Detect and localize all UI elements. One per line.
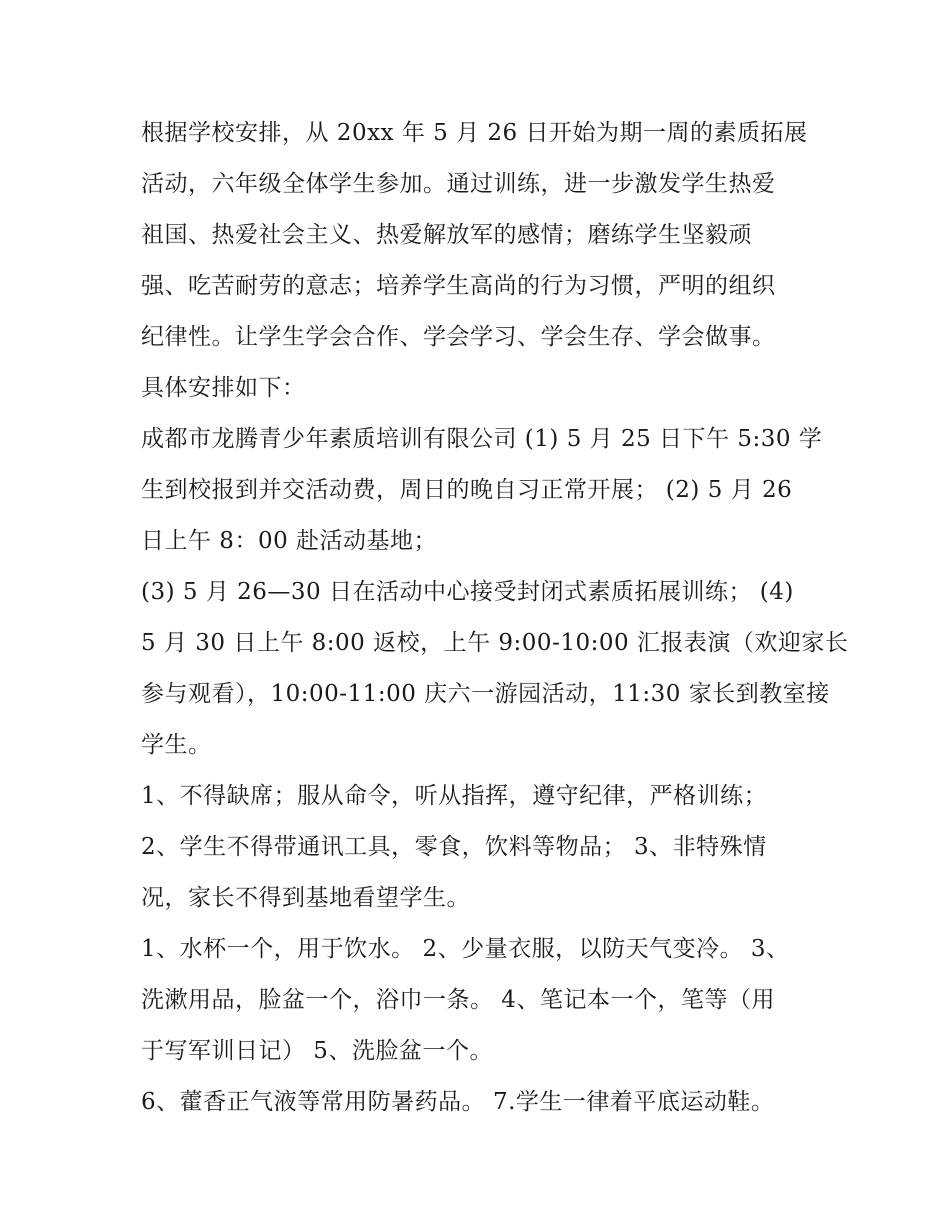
text-line: 强、吃苦耐劳的意志；培养学生高尚的行为习惯，严明的组织 (141, 273, 776, 299)
text-line: 成都市龙腾青少年素质培训有限公司 (1) 5 月 25 日下午 5:30 学 (141, 426, 823, 452)
text-line: 生到校报到并交活动费，周日的晚自习正常开展； (2) 5 月 26 (141, 477, 793, 503)
text-line: 1、不得缺席；服从命令，听从指挥，遵守纪律，严格训练； (141, 783, 768, 809)
text-line: 6、藿香正气液等常用防暑药品。 7.学生一律着平底运动鞋。 (141, 1089, 775, 1115)
text-line: 祖国、热爱社会主义、热爱解放军的感情；磨练学生坚毅顽 (141, 222, 752, 248)
document-body (141, 108, 849, 1128)
text-line: 具体安排如下： (141, 375, 306, 401)
text-line: 活动，六年级全体学生参加。通过训练，进一步激发学生热爱 (141, 171, 776, 197)
text-line: 洗漱用品，脸盆一个，浴巾一条。 4、笔记本一个，笔等（用 (141, 987, 775, 1013)
text-line: 参与观看），10:00-11:00 庆六一游园活动，11:30 家长到教室接 (141, 681, 830, 707)
text-line: 1、水杯一个，用于饮水。 2、少量衣服，以防天气变冷。 3、 (141, 936, 790, 962)
text-line: 5 月 30 日上午 8:00 返校，上午 9:00-10:00 汇报表演（欢迎家长 (141, 630, 849, 656)
text-line: 日上午 8：00 赴活动基地； (141, 528, 438, 554)
text-line: 况，家长不得到基地看望学生。 (141, 885, 470, 911)
text-line: 学生。 (141, 732, 212, 758)
text-line: (3) 5 月 26—30 日在活动中心接受封闭式素质拓展训练； (4) (141, 579, 794, 605)
text-line: 根据学校安排，从 20xx 年 5 月 26 日开始为期一周的素质拓展 (141, 120, 808, 146)
text-line: 纪律性。让学生学会合作、学会学习、学会生存、学会做事。 (141, 324, 776, 350)
text-line: 于写军训日记） 5、洗脸盆一个。 (141, 1038, 493, 1064)
text-line: 2、学生不得带通讯工具，零食，饮料等物品； 3、非特殊情 (141, 834, 767, 860)
